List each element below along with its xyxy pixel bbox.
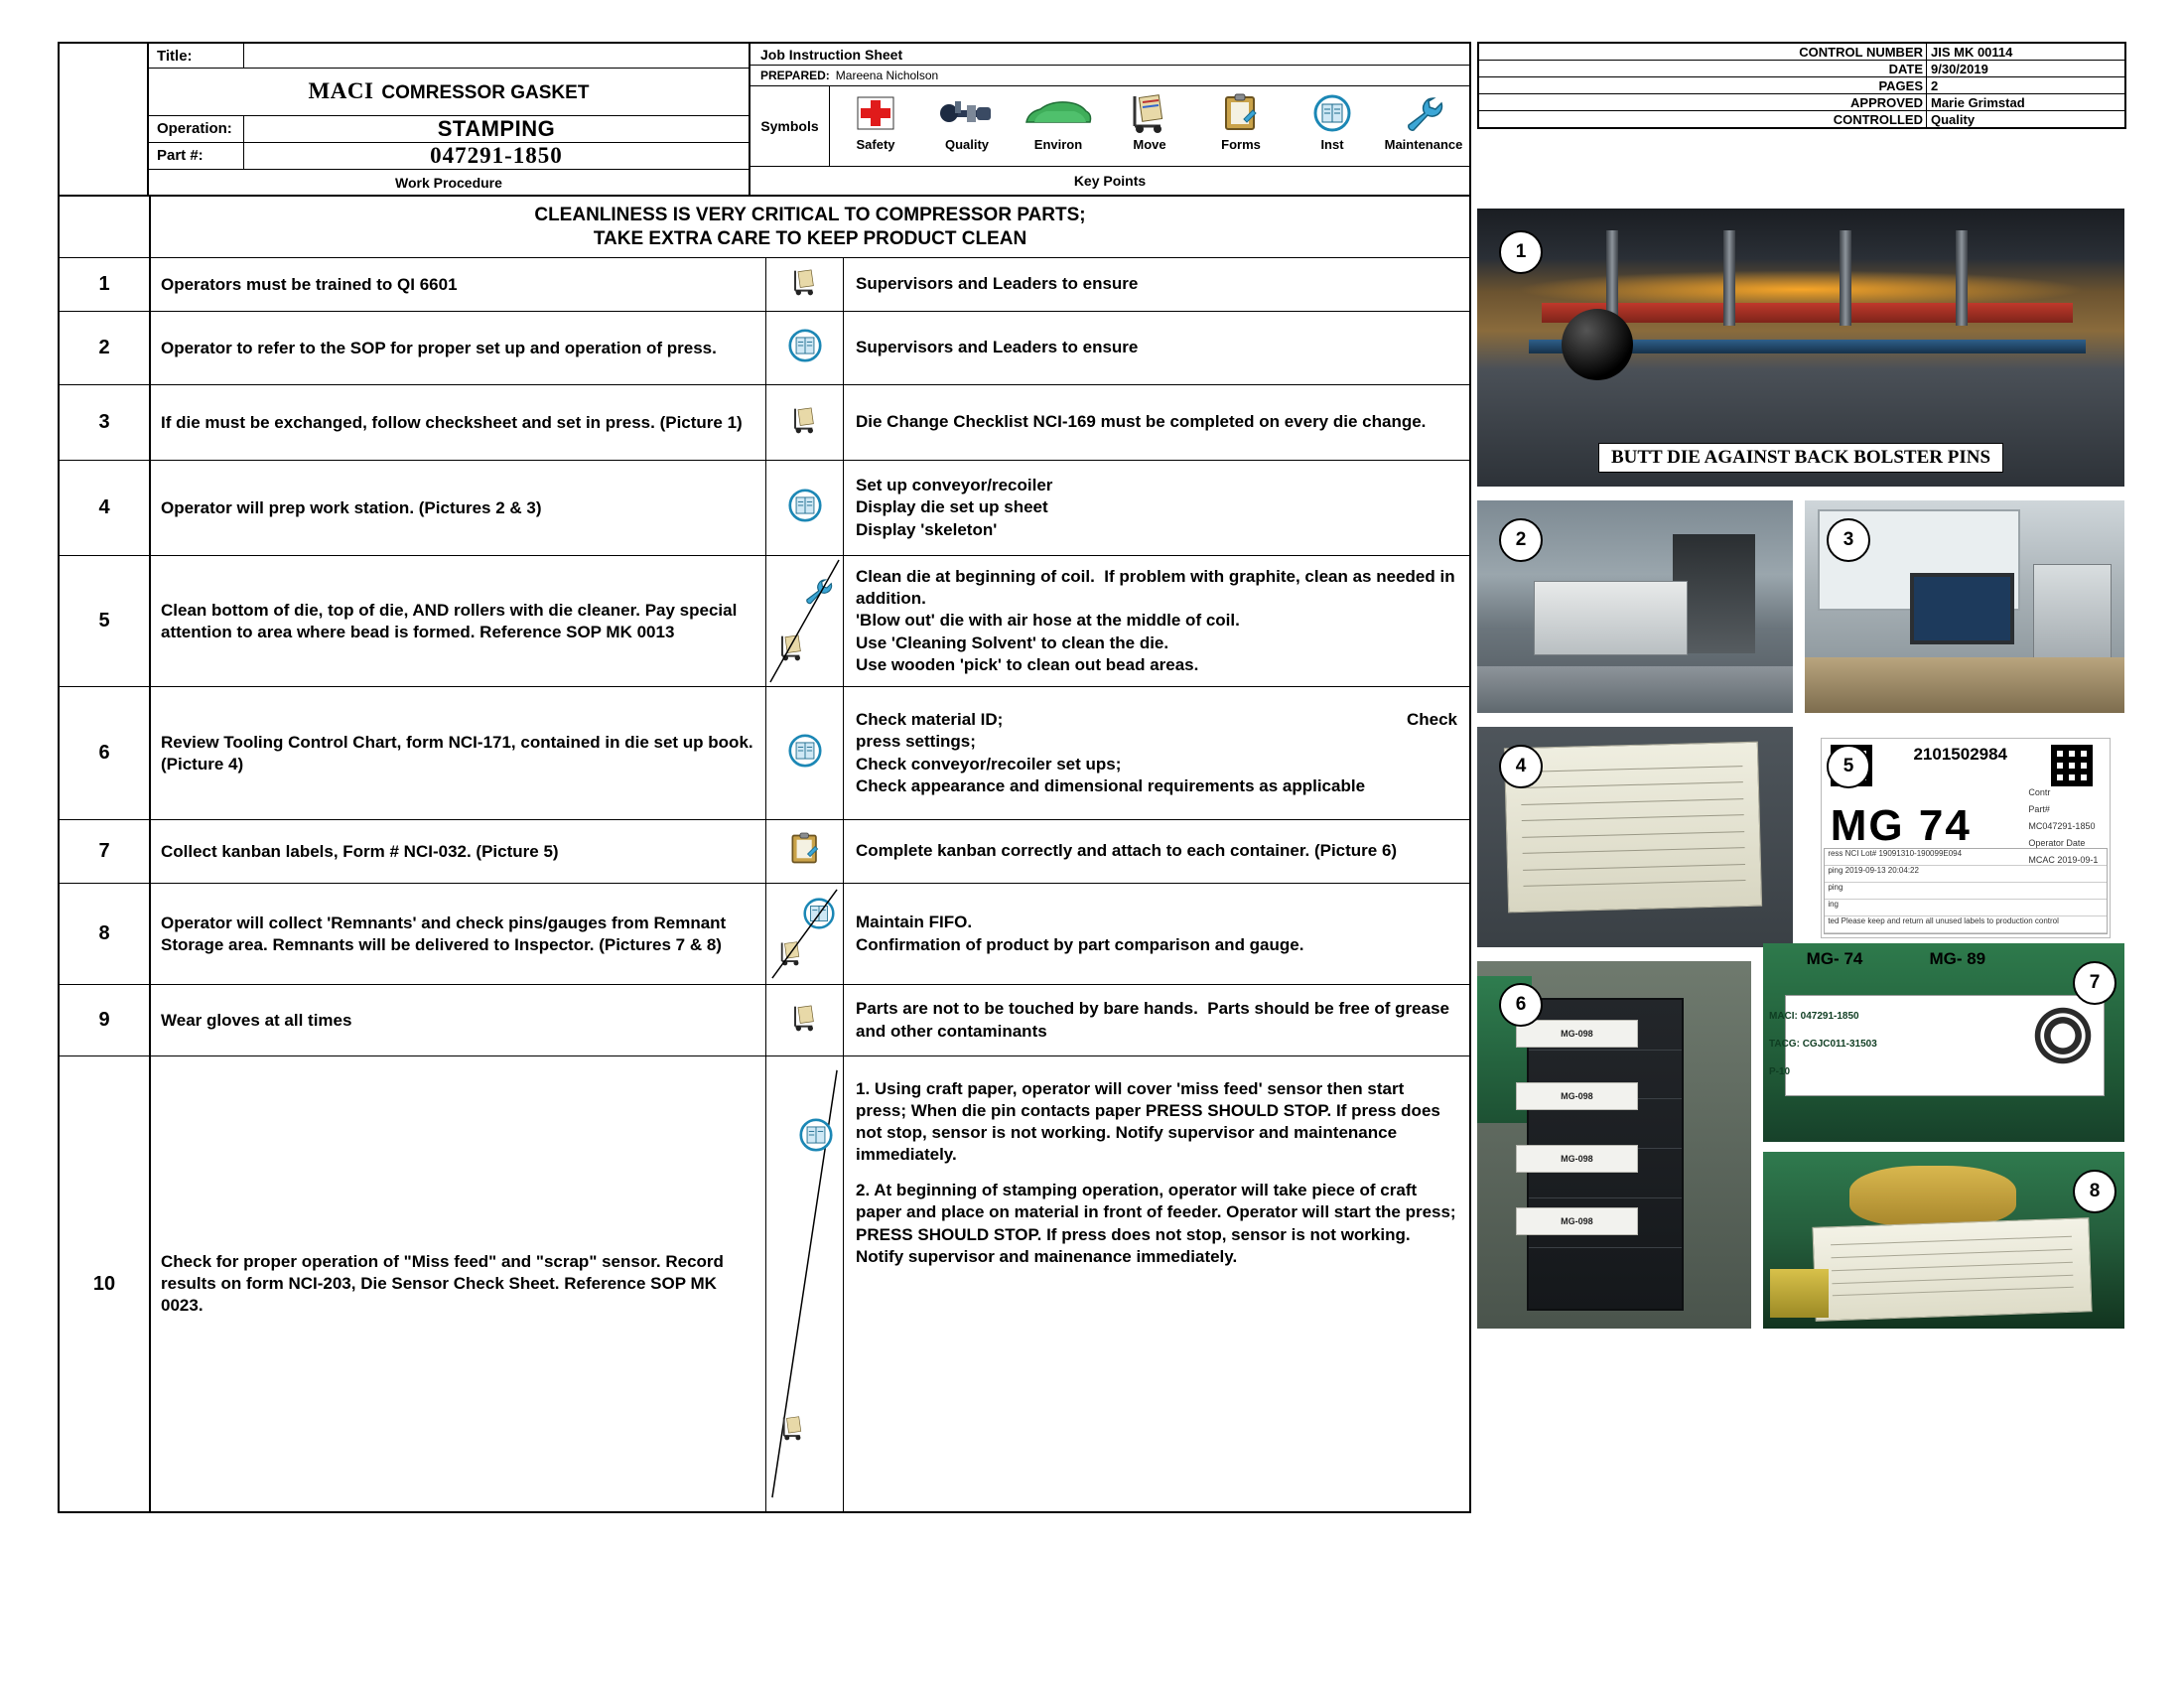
step-procedure: Operator to refer to the SOP for proper set up and operation of press.	[151, 312, 766, 384]
hand-truck-icon	[776, 1415, 810, 1446]
instruction-book-icon	[803, 898, 835, 934]
kanban-serial: 2101502984	[1913, 744, 2008, 764]
step-number: 1	[60, 258, 151, 311]
header-title-block	[149, 44, 751, 195]
control-number-value: JIS MK 00114	[1926, 44, 2124, 60]
hand-truck-icon	[774, 633, 810, 666]
keypoint-paragraph: 2. At beginning of stamping operation, operator will take piece of craft paper and place on material in front of feeder. Operator will start the press; PRESS SHOULD STOP. If press does not stop, sensor is not working. Notify supervisor and mainenance immediately.	[856, 1181, 1456, 1266]
approved-label: APPROVED	[1850, 94, 1923, 110]
step-procedure: Operators must be trained to QI 6601	[151, 258, 766, 311]
step-procedure: Clean bottom of die, top of die, AND rollers with die cleaner. Pay special attention to area where bead is formed. Reference SOP MK 0013	[151, 556, 766, 686]
symbol-label: Maintenance	[1384, 137, 1463, 152]
header-symbols-block	[751, 44, 1469, 195]
operation-value-cell	[244, 116, 749, 142]
step-keypoints	[844, 258, 1469, 311]
bin-label-left: MG- 74	[1806, 949, 1863, 968]
instruction-book-icon	[788, 329, 822, 367]
keypoint-line: Check material ID;	[856, 710, 1004, 730]
keypoint-line: Check	[1406, 710, 1457, 730]
wrench-icon	[1401, 92, 1446, 134]
step-symbol-cell	[766, 312, 844, 384]
step-symbol-cell	[766, 1056, 844, 1511]
keypoint-line: Clean die at beginning of coil. If problem with graphite, clean as needed in addition.	[856, 567, 1460, 609]
banner-line-2: TAKE EXTRA CARE TO KEEP PRODUCT CLEAN	[593, 227, 1027, 249]
kanban-row: ping 2019-09-13 20:04:22	[1825, 866, 2106, 883]
step-symbol-cell	[766, 385, 844, 460]
title-row	[149, 44, 749, 69]
step-symbol-cell	[766, 884, 844, 984]
pages-label: PAGES	[1878, 77, 1923, 93]
tote-tag: MG-098	[1516, 1207, 1638, 1235]
hand-truck-icon	[787, 1004, 823, 1037]
photo-gallery	[1477, 141, 2126, 1513]
clipboard-icon	[789, 832, 821, 871]
symbol-safety	[830, 92, 921, 152]
kanban-side-row: MCAC 2019-09-1	[2028, 855, 2099, 866]
prepared-row	[751, 66, 1469, 86]
keypoint-line: Maintain FIFO.	[856, 913, 973, 932]
step-keypoints	[844, 820, 1469, 883]
symbol-environ	[1013, 92, 1104, 152]
keypoint-line: Use 'Cleaning Solvent' to clean the die.	[856, 633, 1169, 652]
control-number-row	[1479, 44, 2124, 61]
keypoint-line: Use wooden 'pick' to clean out bead areas.	[856, 654, 1199, 674]
bin-lids-photo-art	[1763, 943, 2124, 1142]
table-row	[60, 884, 1469, 985]
keypoint-line: Die Change Checklist NCI-169 must be completed on every die change.	[856, 412, 1427, 432]
step-number: 9	[60, 985, 151, 1055]
step-symbol-cell	[766, 820, 844, 883]
step-number: 8	[60, 884, 151, 984]
table-row	[60, 258, 1469, 312]
step-symbol-cell	[766, 556, 844, 686]
jis-title: Job Instruction Sheet	[751, 44, 1469, 66]
date-value: 9/30/2019	[1926, 61, 2124, 76]
approved-value: Marie Grimstad	[1926, 94, 2124, 110]
bin-maci-line: MACI: 047291-1850	[1769, 1011, 1859, 1022]
control-and-photos	[1477, 42, 2126, 1513]
symbols-icon-list	[830, 86, 1469, 166]
step-procedure: Operator will collect 'Remnants' and check pins/gauges from Remnant Storage area. Remnants will be delivered to Inspector. (Pictures 7 & 8)	[151, 884, 766, 984]
product-value	[149, 69, 749, 115]
control-block	[1477, 42, 2126, 129]
approved-row	[1479, 94, 2124, 111]
keypoint-line: Complete kanban correctly and attach to each container. (Picture 6)	[856, 841, 1398, 861]
symbol-label: Safety	[856, 137, 895, 152]
keypoint-line: Check appearance and dimensional requirements as applicable	[856, 775, 1366, 795]
kanban-row: ping	[1825, 883, 2106, 900]
step-procedure: Wear gloves at all times	[151, 985, 766, 1055]
work-procedure-header	[149, 169, 749, 195]
kanban-side-labels	[2028, 784, 2112, 869]
table-row	[60, 461, 1469, 556]
step-keypoints	[844, 385, 1469, 460]
keypoint-line: 'Blow out' die with air hose at the middle of coil.	[856, 611, 1240, 631]
step-keypoints	[844, 884, 1469, 984]
brand-name: MACI	[308, 78, 374, 104]
photo-badge-4: 4	[1499, 745, 1543, 788]
photo-1	[1477, 209, 2124, 487]
banner-text	[151, 197, 1469, 257]
tote-tag: MG-098	[1516, 1082, 1638, 1110]
keypoint-line: Check conveyor/recoiler set ups;	[856, 754, 1122, 774]
keypoint-line: Confirmation of product by part comparison and gauge.	[856, 934, 1304, 954]
bin-tacg-line: TACG: CGJC011-31503	[1769, 1039, 1877, 1050]
kanban-side-row: Part#	[2028, 803, 2050, 814]
prepared-label: PREPARED:	[760, 69, 830, 82]
symbol-quality	[921, 92, 1013, 152]
part-value-cell	[244, 143, 749, 169]
step-procedure: Collect kanban labels, Form # NCI-032. (Picture 5)	[151, 820, 766, 883]
keypoint-paragraph: 1. Using craft paper, operator will cover 'miss feed' sensor then start press; When die pin contacts paper PRESS SHOULD STOP. If press does not stop, sensor is not working. Notify supervisor and maintenance immediately.	[856, 1079, 1440, 1165]
operation-value: STAMPING	[437, 116, 556, 142]
hand-truck-icon	[774, 940, 808, 971]
step-keypoints	[844, 461, 1469, 555]
photo-badge-5: 5	[1827, 745, 1870, 788]
symbol-label: Move	[1133, 137, 1166, 152]
kanban-side-row: Operator Date	[2028, 838, 2086, 848]
step-keypoints	[844, 556, 1469, 686]
pages-value: 2	[1926, 77, 2124, 93]
product-name: COMRESSOR GASKET	[381, 82, 590, 104]
title-label: Title:	[149, 44, 244, 68]
step-number: 6	[60, 687, 151, 819]
step-procedure: Review Tooling Control Chart, form NCI-171, contained in die set up book. (Picture 4)	[151, 687, 766, 819]
remnant-record-photo-art	[1763, 1152, 2124, 1329]
date-row	[1479, 61, 2124, 77]
photo-badge-6: 6	[1499, 983, 1543, 1027]
table-row	[60, 556, 1469, 687]
instruction-book-icon	[788, 489, 822, 527]
symbol-label: Environ	[1033, 137, 1083, 152]
part-row	[149, 143, 749, 169]
keypoint-line: Display 'skeleton'	[856, 519, 998, 539]
product-row	[149, 69, 749, 116]
step-number: 2	[60, 312, 151, 384]
banner-line-1: CLEANLINESS IS VERY CRITICAL TO COMPRESSOR PARTS;	[534, 204, 1086, 225]
controlled-row	[1479, 111, 2124, 127]
operation-label: Operation:	[149, 116, 244, 142]
tote-tag: MG-098	[1516, 1145, 1638, 1173]
step-symbol-cell	[766, 985, 844, 1055]
table-row	[60, 1056, 1469, 1511]
step-keypoints	[844, 687, 1469, 819]
symbol-label: Forms	[1221, 137, 1261, 152]
step-number: 10	[60, 1056, 151, 1511]
part-value: 047291-1850	[430, 143, 563, 169]
kanban-side-row: MC047291-1850	[2028, 820, 2096, 831]
date-label: DATE	[1888, 61, 1923, 76]
green-car-icon	[1023, 92, 1094, 134]
keypoint-line: Supervisors and Leaders to ensure	[856, 274, 1139, 294]
table-row	[60, 385, 1469, 461]
title-value	[244, 44, 749, 68]
pages-row	[1479, 77, 2124, 94]
hand-truck-icon	[787, 268, 823, 301]
main-table	[58, 42, 1471, 1513]
tote-tag: MG-098	[1516, 1020, 1638, 1048]
keypoint-line: Display die set up sheet	[856, 497, 1048, 517]
steps-table	[60, 258, 1469, 1511]
symbol-inst	[1287, 92, 1378, 152]
symbols-label: Symbols	[751, 86, 830, 166]
kanban-mg-number: MG 74	[1830, 801, 1972, 851]
micrometer-icon	[937, 92, 997, 134]
gasket-sample	[2030, 1003, 2096, 1068]
keypoint-line: Parts are not to be touched by bare hands. Parts should be free of grease and other contaminants	[856, 999, 1454, 1041]
kanban-row: ress NCI Lot# 19091310-190099E094	[1825, 849, 2106, 866]
instruction-book-icon	[788, 734, 822, 773]
sheet-header	[60, 44, 1469, 197]
kanban-side-row: Contr	[2028, 786, 2051, 797]
control-number-label: CONTROL NUMBER	[1799, 44, 1923, 60]
step-number: 4	[60, 461, 151, 555]
keypoint-line: Supervisors and Leaders to ensure	[856, 338, 1139, 357]
table-row	[60, 312, 1469, 385]
step-symbol-cell	[766, 258, 844, 311]
step-number: 3	[60, 385, 151, 460]
photo-badge-7: 7	[2073, 961, 2116, 1005]
photo-8	[1763, 1152, 2124, 1329]
kanban-row: ted Please keep and return all unused labels to production control	[1825, 916, 2106, 933]
step-number: 5	[60, 556, 151, 686]
cleanliness-banner	[60, 197, 1469, 258]
header-number-spacer	[60, 44, 149, 195]
hand-truck-icon	[787, 406, 823, 439]
keypoint-line: press settings;	[856, 732, 976, 752]
step-keypoints	[844, 985, 1469, 1055]
table-row	[60, 687, 1469, 820]
step-procedure: Operator will prep work station. (Pictures 2 & 3)	[151, 461, 766, 555]
table-row	[60, 985, 1469, 1056]
keypoint-line: Set up conveyor/recoiler	[856, 476, 1053, 495]
step-symbol-cell	[766, 461, 844, 555]
symbol-forms	[1195, 92, 1287, 152]
work-procedure-label: Work Procedure	[395, 174, 502, 191]
bin-p10-line: P-10	[1769, 1066, 1791, 1077]
prepared-value: Mareena Nicholson	[835, 69, 939, 82]
operation-row	[149, 116, 749, 143]
kanban-row: ing	[1825, 900, 2106, 916]
step-procedure: Check for proper operation of "Miss feed" and "scrap" sensor. Record results on form NCI-203, Die Sensor Check Sheet. Reference SOP MK 0023.	[151, 1056, 766, 1511]
instruction-book-icon	[799, 1118, 833, 1157]
step-symbol-cell	[766, 687, 844, 819]
photo-badge-8: 8	[2073, 1170, 2116, 1213]
banner-number-spacer	[60, 197, 151, 257]
table-row	[60, 820, 1469, 884]
symbol-move	[1104, 92, 1195, 152]
controlled-label: CONTROLLED	[1833, 111, 1923, 127]
step-keypoints	[844, 312, 1469, 384]
job-instruction-sheet	[58, 42, 2126, 1513]
key-points-label: Key Points	[751, 166, 1469, 195]
clipboard-icon	[1222, 92, 1260, 134]
hand-truck-icon	[1127, 92, 1172, 134]
part-label: Part #:	[149, 143, 244, 169]
step-number: 7	[60, 820, 151, 883]
controlled-value: Quality	[1926, 111, 2124, 127]
step-procedure: If die must be exchanged, follow checksheet and set in press. (Picture 1)	[151, 385, 766, 460]
photo-1-caption: BUTT DIE AGAINST BACK BOLSTER PINS	[1598, 443, 2003, 473]
photo-badge-2: 2	[1499, 518, 1543, 562]
photo-7	[1763, 943, 2124, 1142]
step-keypoints	[844, 1056, 1469, 1511]
symbols-legend	[751, 86, 1469, 166]
instruction-book-icon	[1313, 92, 1351, 134]
first-aid-cross-icon	[856, 92, 895, 134]
photo-badge-3: 3	[1827, 518, 1870, 562]
symbol-label: Quality	[944, 137, 990, 152]
bin-label-right: MG- 89	[1929, 949, 1986, 968]
symbol-maintenance	[1378, 92, 1469, 152]
wrench-icon	[801, 577, 835, 610]
photo-badge-1: 1	[1499, 230, 1543, 274]
symbol-label: Inst	[1320, 137, 1344, 152]
